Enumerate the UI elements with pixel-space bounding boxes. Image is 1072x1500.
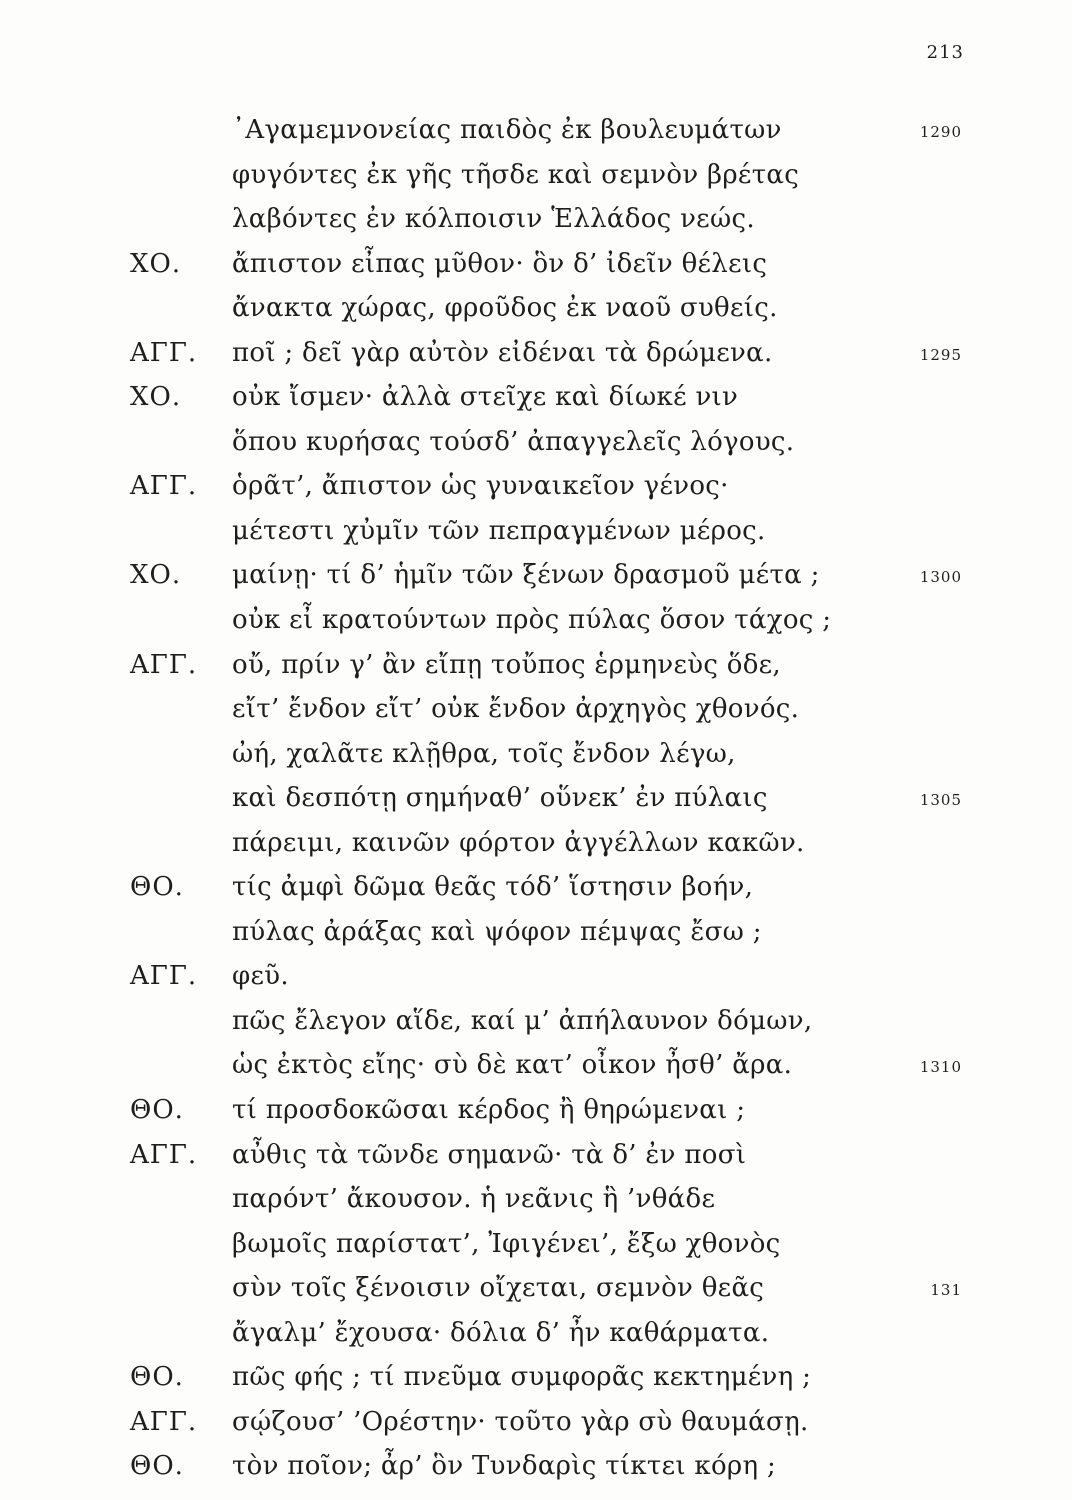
verse-text-line: ὠή, χαλᾶτε κλῇθρα, τοῖς ἔνδον λέγω,: [232, 738, 736, 769]
verse-line: [0, 1400, 1072, 1445]
verse-line: [0, 910, 1072, 955]
verse-line: [0, 999, 1072, 1044]
verse-text-line: καὶ δεσπότῃ σημήναθ’ οὕνεκ’ ἐν πύλαις: [232, 783, 768, 814]
line-number: 1310: [919, 1058, 962, 1077]
speaker-label: ΧΟ.: [130, 248, 182, 279]
speaker-label: ΘΟ.: [130, 872, 184, 903]
verse-line: [0, 732, 1072, 777]
speaker-label: ΘΟ.: [130, 1451, 184, 1482]
verse-text-line: ὅπου κυρήσας τούσδ’ ἀπαγγελεῖς λόγους.: [232, 426, 795, 457]
verse-line: [0, 197, 1072, 242]
verse-text-line: βωμοῖς παρίστατ’, Ἰφιγένει’, ἔξω χθονὸς: [232, 1228, 781, 1259]
speaker-label: ΑΓΓ.: [130, 1406, 198, 1437]
verse-text-line: ὁρᾶτ’, ἄπιστον ὡς γυναικεῖον γένος·: [232, 471, 729, 502]
verse-line: [0, 1177, 1072, 1222]
verse-line: [0, 865, 1072, 910]
verse-line: [0, 108, 1072, 153]
verse-text-line: πάρειμι, καινῶν φόρτον ἀγγέλλων κακῶν.: [232, 827, 805, 858]
verse-line: [0, 687, 1072, 732]
verse-text-line: οὐκ εἶ κρατούντων πρὸς πύλας ὅσον τάχος ;: [232, 605, 832, 636]
line-number: 1290: [919, 123, 962, 141]
verse-text-line: παρόντ’ ἄκουσον. ἡ νεᾶνις ἣ ’νθάδε: [232, 1184, 716, 1215]
verse-text-line: οὐκ ἴσμεν· ἀλλὰ στεῖχε καὶ δίωκέ νιν: [232, 382, 739, 413]
verse-text-line: σῴζουσ’ ’Ορέστην· τοῦτο γὰρ σὺ θαυμάσῃ.: [232, 1406, 809, 1437]
verse-line: [0, 286, 1072, 331]
speaker-label: ΧΟ.: [130, 560, 182, 591]
verse-line: [0, 1444, 1072, 1489]
speaker-label: ΑΓΓ.: [130, 961, 198, 992]
verse-text-line: τί προσδοκῶσαι κέρδος ἢ θηρώμεναι ;: [232, 1095, 746, 1126]
verse-line: [0, 331, 1072, 376]
verse-text-line: φυγόντες ἐκ γῆς τῆσδε καὶ σεμνὸν βρέτας: [232, 159, 800, 190]
verse-text-line: ποῖ ; δεῖ γὰρ αὐτὸν εἰδέναι τὰ δρώμενα.: [232, 337, 773, 368]
speaker-label: ΧΟ.: [130, 382, 182, 413]
verse-line: [0, 1311, 1072, 1356]
verse-text-line: μαίνῃ· τί δ’ ἡμῖν τῶν ξένων δρασμοῦ μέτα ;: [232, 560, 820, 591]
verse-line: [0, 1133, 1072, 1178]
verse-line: [0, 509, 1072, 554]
verse-line: [0, 375, 1072, 420]
line-number: 1300: [919, 568, 962, 587]
verse-line: [0, 153, 1072, 198]
verse-line: [0, 464, 1072, 509]
verse-text-line: ὡς ἐκτὸς εἴης· σὺ δὲ κατ’ οἶκον ἦσθ’ ἄρα.: [232, 1050, 793, 1081]
verse-line: [0, 1222, 1072, 1267]
verse-line: [0, 1266, 1072, 1311]
verse-text-line: μέτεστι χὐμῖν τῶν πεπραγμένων μέρος.: [232, 515, 766, 546]
verse-line: [0, 643, 1072, 688]
verse-text-line: τίς ἀμφὶ δῶμα θεᾶς τόδ’ ἵστησιν βοήν,: [232, 872, 754, 903]
verse-text: [0, 108, 1072, 1489]
verse-text-line: ἄπιστον εἶπας μῦθον· ὃν δ’ ἰδεῖν θέλεις: [232, 248, 768, 279]
verse-text-line: λαβόντες ἐν κόλποισιν Ἑλλάδος νεώς.: [232, 204, 755, 235]
verse-line: [0, 1043, 1072, 1088]
verse-line: [0, 242, 1072, 287]
verse-text-line: οὔ, πρίν γ’ ἂν εἴπῃ τοὔπος ἑρμηνεὺς ὅδε,: [232, 649, 781, 680]
line-number: 1295: [919, 345, 962, 364]
verse-line: [0, 821, 1072, 866]
verse-line: [0, 598, 1072, 643]
verse-line: [0, 420, 1072, 465]
verse-text-line: πῶς φής ; τί πνεῦμα συμφορᾶς κεκτημένη ;: [232, 1362, 812, 1393]
verse-text-line: πύλας ἀράξας καὶ ψόφον πέμψας ἔσω ;: [232, 916, 762, 947]
line-number: 1305: [919, 791, 962, 810]
speaker-label: ΑΓΓ.: [130, 1139, 198, 1170]
verse-line: [0, 776, 1072, 821]
verse-line: [0, 553, 1072, 598]
verse-line: [0, 1355, 1072, 1400]
speaker-label: ΑΓΓ.: [130, 471, 198, 502]
verse-text-line: εἴτ’ ἔνδον εἴτ’ οὐκ ἔνδον ἀρχηγὸς χθονός.: [232, 694, 800, 725]
page-number: 213: [926, 42, 964, 63]
verse-line: [0, 954, 1072, 999]
verse-text-line: τὸν ποῖον; ἆρ’ ὃν Τυνδαρὶς τίκτει κόρη ;: [232, 1451, 777, 1482]
speaker-label: ΘΟ.: [130, 1362, 184, 1393]
verse-text-line: αὖθις τὰ τῶνδε σημανῶ· τὰ δ’ ἐν ποσὶ: [232, 1139, 747, 1170]
verse-text-line: φεῦ.: [232, 961, 289, 992]
verse-text-line: ᾿Αγαμεμνονείας παιδὸς ἐκ βουλευμάτων: [232, 115, 782, 145]
verse-line: [0, 1088, 1072, 1133]
speaker-label: ΑΓΓ.: [130, 649, 198, 680]
verse-text-line: ἄγαλμ’ ἔχουσα· δόλια δ’ ἦν καθάρματα.: [232, 1317, 770, 1348]
verse-text-line: σὺν τοῖς ξένοισιν οἴχεται, σεμνὸν θεᾶς: [232, 1273, 765, 1304]
speaker-label: ΘΟ.: [130, 1095, 184, 1126]
line-number: 131: [930, 1281, 962, 1300]
verse-text-line: ἄνακτα χώρας, φροῦδος ἐκ ναοῦ συθείς.: [232, 293, 778, 324]
verse-text-line: πῶς ἔλεγον αἵδε, καί μ’ ἀπήλαυνον δόμων,: [232, 1005, 813, 1036]
speaker-label: ΑΓΓ.: [130, 337, 198, 368]
